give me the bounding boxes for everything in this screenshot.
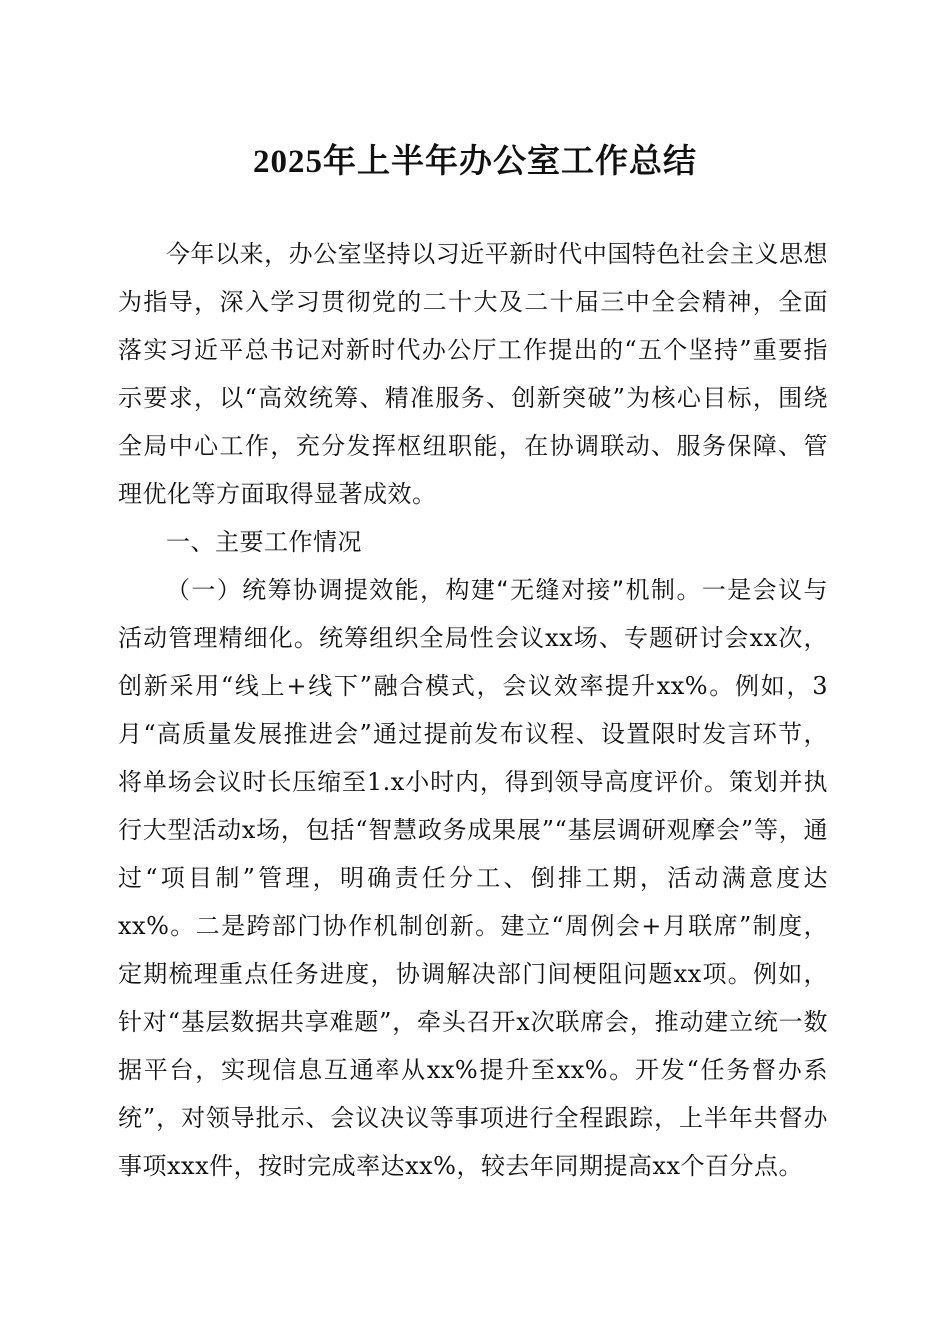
subsection-paragraph <box>118 566 828 1190</box>
intro-paragraph: 今年以来，办公室坚持以习近平新时代中国特色社会主义思想为指导，深入学习贯彻党的二十大及二十届三中全会精神，全面落实习近平总书记对新时代办公厅工作提出的“五个坚持”重要指示要求，以“高效统筹、精准服务、创新突破”为核心目标，围绕全局中心工作，充分发挥枢纽职能，在协调联动、服务保障、管理优化等方面取得显著成效。 <box>118 240 828 508</box>
document-body <box>118 230 828 1190</box>
subsection-title: （一）统筹协调提效能，构建“无缝对接”机制。 <box>166 576 702 604</box>
subsection-body: 一是会议与活动管理精细化。统筹组织全局性会议xx场、专题研讨会xx次，创新采用“线上+线下”融合模式，会议效率提升xx%。例如，3月“高质量发展推进会”通过提前发布议程、设置限时发言环节，将单场会议时长压缩至1.x小时内，得到领导高度评价。策划并执行大型活动x场，包括“智慧政务成果展”“基层调研观摩会”等，通过“项目制”管理，明确责任分工、倒排工期，活动满意度达xx%。二是跨部门协作机制创新。建立“周例会+月联席”制度，定期梳理重点任务进度，协调解决部门间梗阻问题xx项。例如，针对“基层数据共享难题”，牵头召开x次联席会，推动建立统一数据平台，实现信息互通率从xx%提升至xx%。开发“任务督办系统”，对领导批示、会议决议等事项进行全程跟踪，上半年共督办事项xxx件，按时完成率达xx%，较去年同期提高xx个百分点。 <box>118 576 828 1180</box>
section-heading: 一、主要工作情况 <box>166 528 362 556</box>
document-title: 2025年上半年办公室工作总结 <box>253 144 697 180</box>
